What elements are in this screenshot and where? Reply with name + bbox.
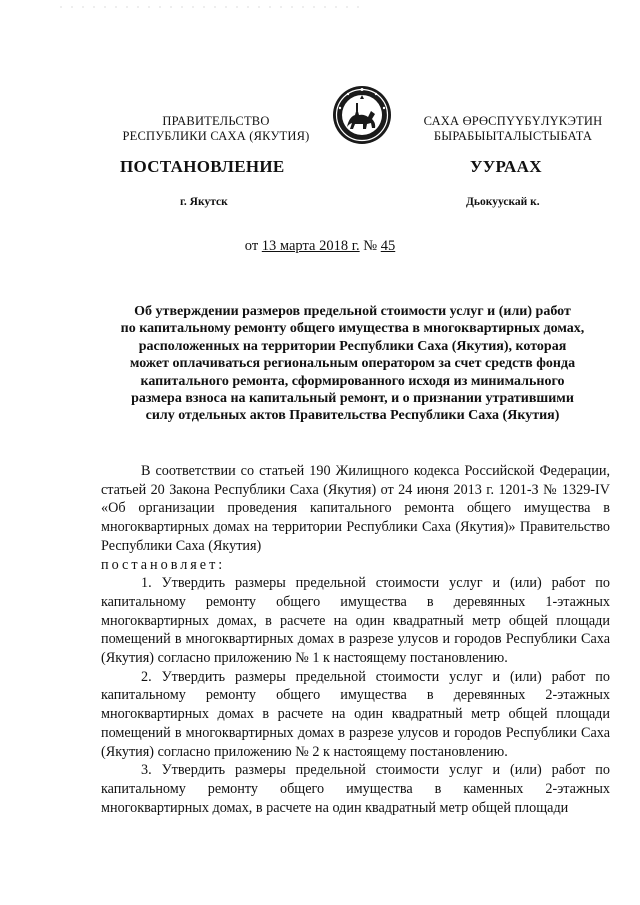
item-2-paragraph: 2. Утвердить размеры предельной стоимости услуг и (или) работ по капитальному ремонту общего имущества в деревянных 2-этажных многоквартирных домах в расчете на один квадратный метр общей площади помещений в многоквартирных домах в разрезе улусов и городов Республики Саха (Якутия) согласно приложению № 2 к настоящему постановлению. xyxy=(101,668,610,760)
government-name-ru xyxy=(101,114,331,143)
title-line: силу отдельных актов Правительства Республики Саха (Якутия) xyxy=(145,408,560,424)
city-ru: г. Якутск xyxy=(180,196,228,208)
document-body xyxy=(101,462,610,817)
title-line: по капитальному ремонту общего имущества в многоквартирных домах, xyxy=(120,321,585,337)
government-name-sah-line1: САХА ӨРӨСПҮҮБҮЛҮКЭТИН xyxy=(423,114,603,128)
doc-type-sah: УУРААХ xyxy=(470,157,542,176)
government-name-ru-line2: РЕСПУБЛИКИ САХА (ЯКУТИЯ) xyxy=(122,128,310,143)
title-line: размера взноса на капитальный ремонт, и о признании утратившими xyxy=(131,391,574,407)
item-1-paragraph: 1. Утвердить размеры предельной стоимости услуг и (или) работ по капитальному ремонту общего имущества в деревянных 1-этажных многоквартирных домах, в расчете на один квадратный метр общей площади помещений в многоквартирных домах в разрезе улусов и городов Республики Саха (Якутия) согласно приложению № 1 к настоящему постановлению. xyxy=(101,575,610,667)
coat-of-arms-emblem xyxy=(331,84,393,146)
resolves-word: постановляет: xyxy=(101,556,226,573)
doc-type-ru: ПОСТАНОВЛЕНИЕ xyxy=(120,157,285,176)
number-sign: № xyxy=(363,238,378,254)
title-line: расположенных на территории Республики Саха (Якутия), которая xyxy=(138,338,567,354)
document-number: 45 xyxy=(380,238,396,254)
title-line: может оплачиваться региональным оператором за счет средств фонда xyxy=(129,356,576,372)
government-name-sah-line2: БЫРАБЫЫТАЛЫСТЫБАТА xyxy=(433,128,593,143)
date-prefix: от xyxy=(244,238,259,254)
title-line: Об утверждении размеров предельной стоимости услуг и (или) работ xyxy=(134,304,571,319)
title-line: капитального ремонта, сформированного исходя из минимального xyxy=(140,373,565,389)
government-name-ru-line1: ПРАВИТЕЛЬСТВО xyxy=(162,114,270,128)
document-date: 13 марта 2018 г. xyxy=(261,238,360,254)
item-3-paragraph: 3. Утвердить размеры предельной стоимости услуг и (или) работ по капитальному ремонту общего имущества в каменных 2-этажных многоквартирных домах, в расчете на один квадратный метр общей площади xyxy=(101,762,610,816)
document-title xyxy=(95,303,610,425)
government-name-sah xyxy=(398,114,628,143)
city-sah: Дьокуускай к. xyxy=(466,196,540,208)
date-number-line xyxy=(0,238,640,255)
preamble-paragraph: В соответствии со статьей 190 Жилищного кодекса Российской Федерации, статьей 20 Закона Республики Саха (Якутия) от 24 июня 2013 г. 1201-З № 1329-IV «Об организации проведения капитального ремонта общего имущества в многоквартирных домах на территории Республики Саха (Якутия)» Правительство Республики Саха (Якутия) xyxy=(101,463,610,554)
scan-artifact xyxy=(60,6,360,8)
